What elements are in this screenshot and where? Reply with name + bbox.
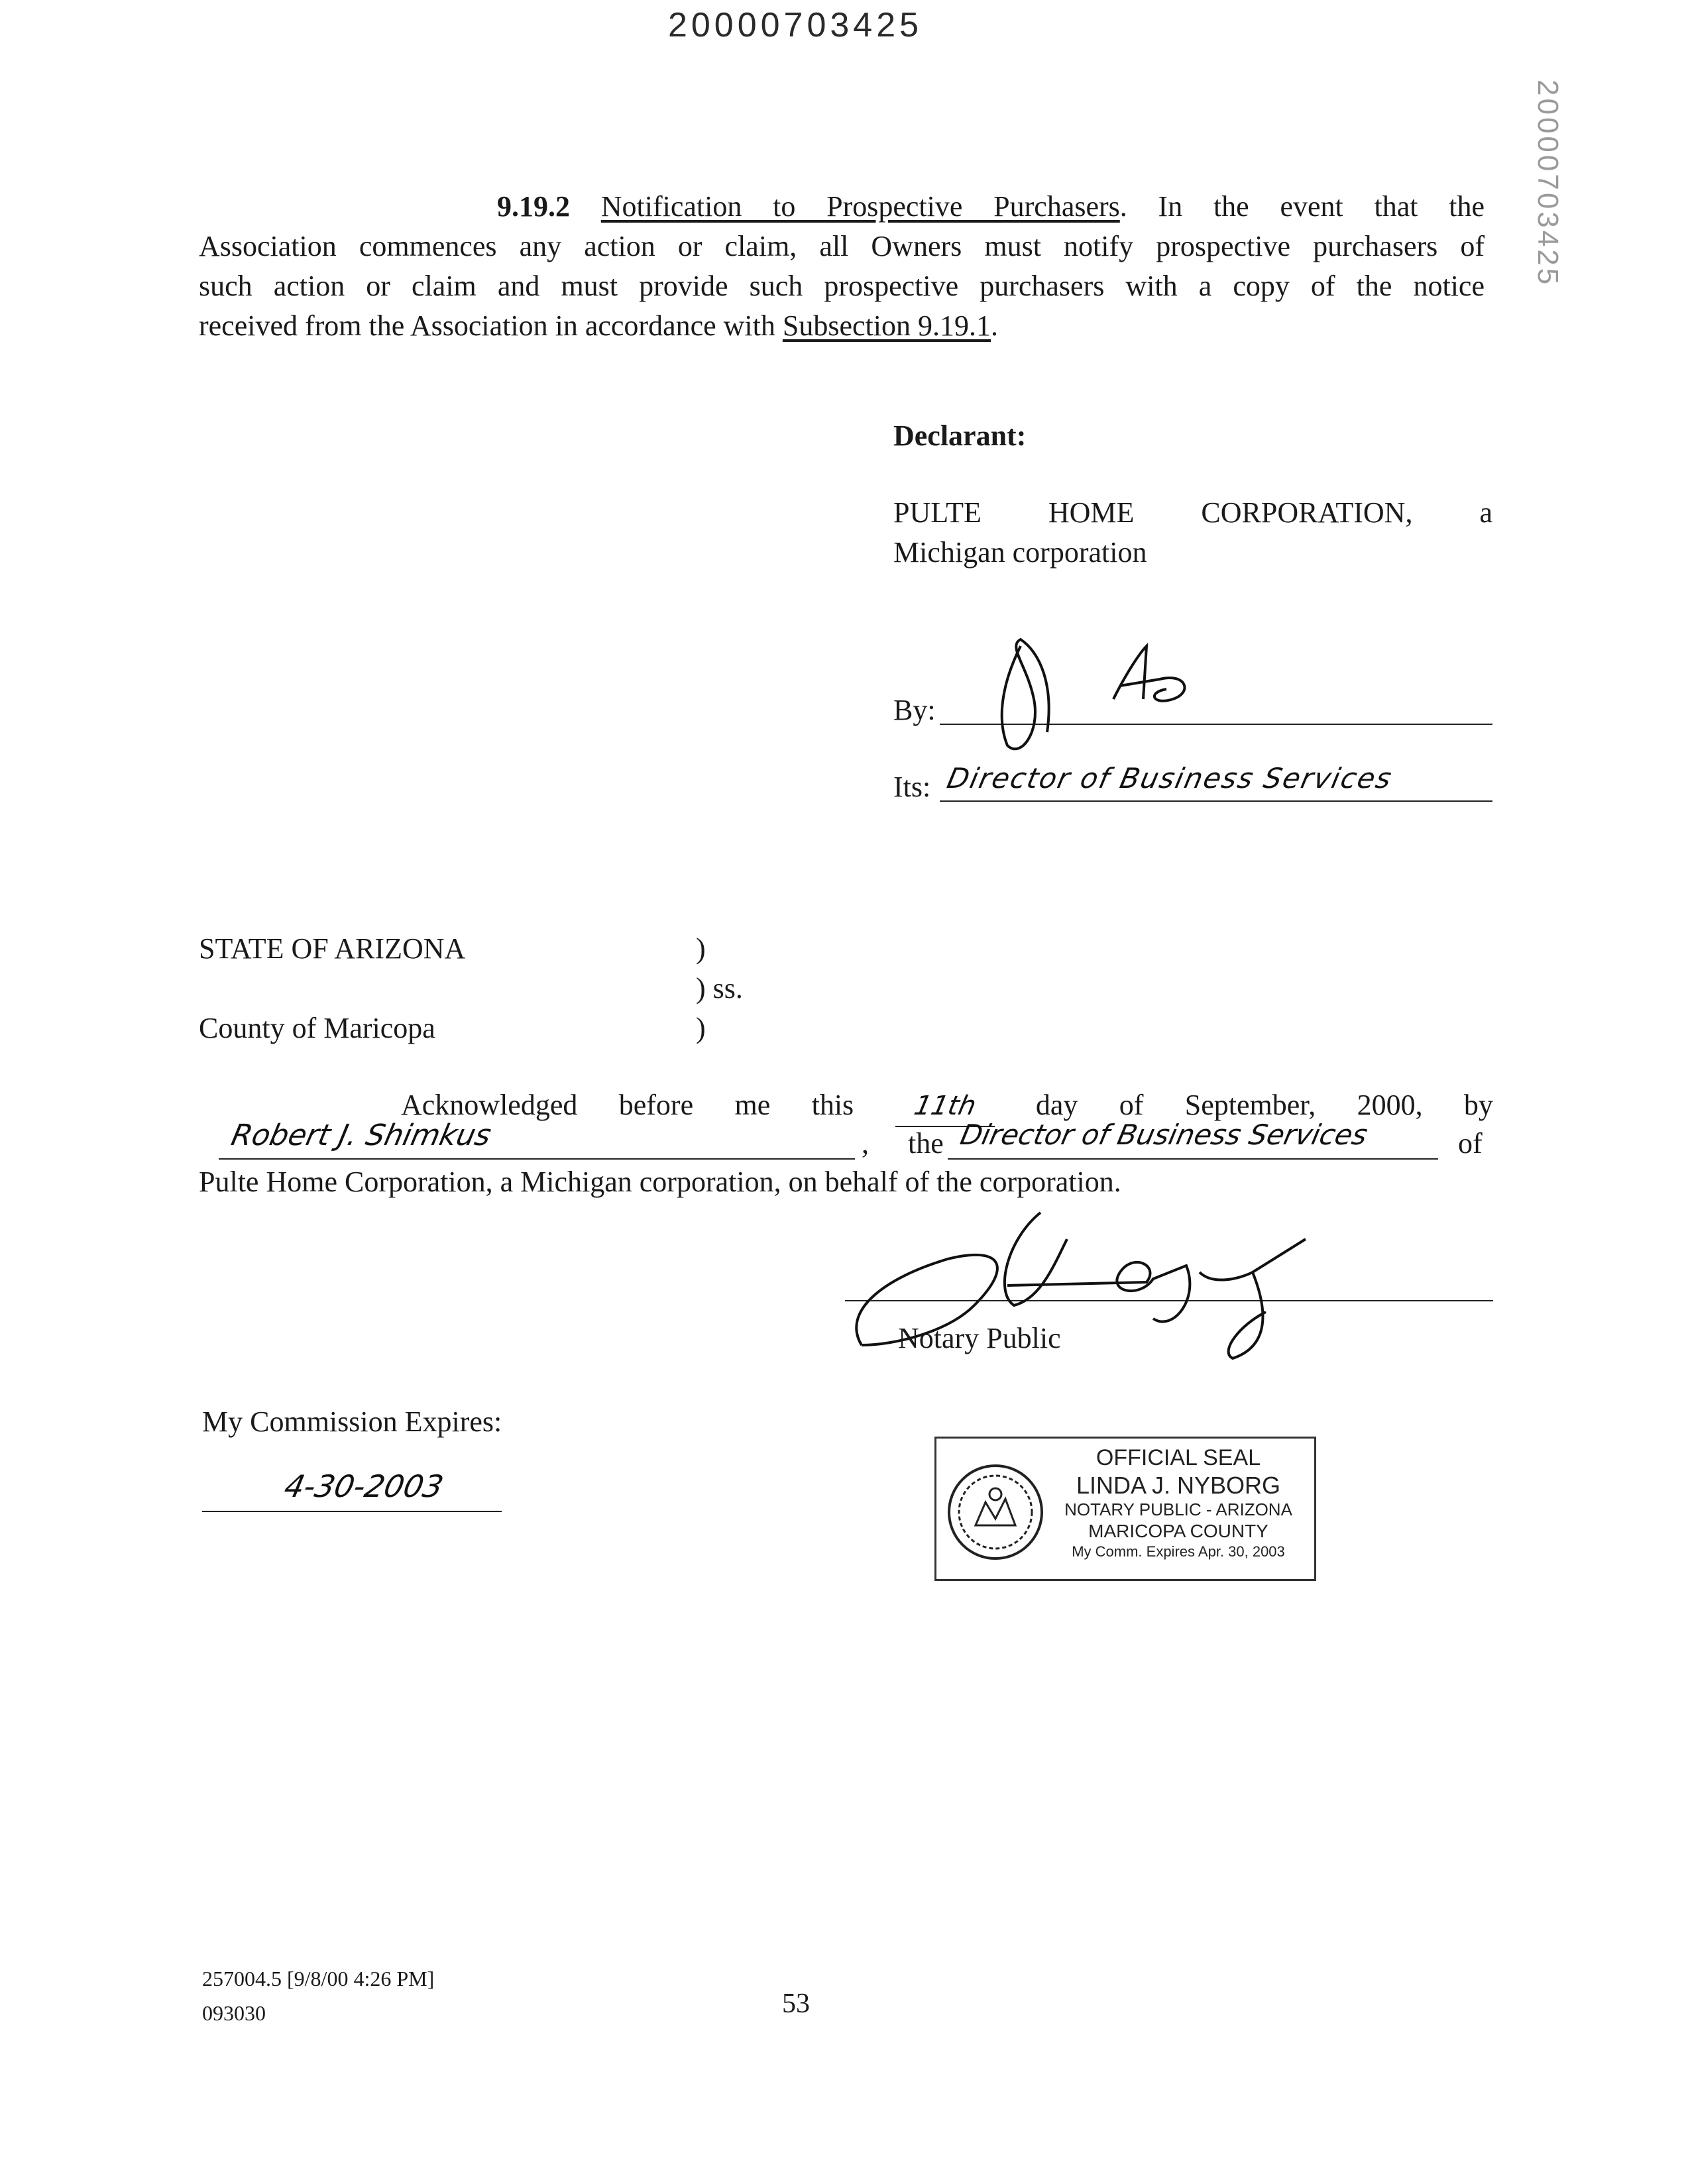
- seal-line-5: My Comm. Expires Apr. 30, 2003: [1072, 1543, 1285, 1560]
- seal-line-3: NOTARY PUBLIC - ARIZONA: [1064, 1500, 1292, 1519]
- footer-doc-ref: 257004.5 [9/8/00 4:26 PM]: [202, 1967, 435, 1991]
- ack-signer-title: Director of Business Services: [957, 1119, 1371, 1151]
- ack-of: of: [1458, 1127, 1483, 1160]
- its-label: Its:: [893, 771, 931, 803]
- declarant-company-line-2: Michigan corporation: [893, 536, 1147, 569]
- ack-day-field: 11th: [895, 1085, 995, 1127]
- declarant-signature: [981, 633, 1219, 759]
- section-paragraph: [199, 187, 1485, 346]
- ack-line-1: Acknowledged before me this 11th day of September, 2000, by: [401, 1085, 1493, 1127]
- notary-public-label: Notary Public: [898, 1322, 1061, 1354]
- venue-paren-3: ): [696, 1012, 706, 1044]
- seal-line-1: OFFICIAL SEAL: [1096, 1445, 1261, 1470]
- its-line: [940, 800, 1492, 802]
- ack-title-line: [948, 1158, 1438, 1160]
- commission-date: 4-30-2003: [281, 1468, 447, 1504]
- ack-name-line: [219, 1158, 855, 1160]
- official-seal-stamp: [934, 1437, 1316, 1581]
- section-line-4: received from the Association in accordance with Subsection 9.19.1.: [199, 309, 998, 342]
- seal-line-4: MARICOPA COUNTY: [1088, 1521, 1268, 1541]
- commission-label: My Commission Expires:: [202, 1405, 502, 1438]
- venue-county: County of Maricopa: [199, 1012, 435, 1044]
- section-title: Notification to Prospective Purchasers: [600, 190, 1120, 223]
- ack-the: the: [908, 1127, 944, 1160]
- arizona-state-seal-icon: [946, 1462, 1045, 1562]
- seal-line-2: LINDA J. NYBORG: [1076, 1472, 1281, 1499]
- venue-ss: ) ss.: [696, 972, 743, 1005]
- section-number: 9.19.2: [497, 190, 570, 223]
- footer-code: 093030: [202, 2001, 266, 2025]
- section-line-1: 9.19.2 Notification to Prospective Purchasers. In the event that the: [497, 190, 1485, 223]
- section-text-4: received from the Association in accordance with: [199, 309, 775, 342]
- side-stamp-number: 20000703425: [1532, 80, 1564, 288]
- venue-state: STATE OF ARIZONA: [199, 932, 466, 965]
- section-reference: Subsection 9.19.1: [782, 309, 991, 342]
- declarant-heading: Declarant:: [893, 419, 1027, 452]
- section-line-2: Association commences any action or claim, all Owners must notify prospective purchasers of: [199, 230, 1485, 262]
- ack-line-3: Pulte Home Corporation, a Michigan corporation, on behalf of the corporation.: [199, 1166, 1121, 1198]
- venue-paren-1: ): [696, 932, 706, 965]
- by-label: By:: [893, 694, 936, 726]
- document-number: 20000703425: [667, 6, 923, 44]
- declarant-company-line-1: PULTE HOME CORPORATION, a: [893, 496, 1492, 529]
- section-text-1: In the event that the: [1158, 190, 1485, 223]
- its-handwritten-title: Director of Business Services: [944, 762, 1396, 794]
- commission-line: [202, 1511, 502, 1512]
- ack-signer-name: Robert J. Shimkus: [228, 1119, 494, 1152]
- page-number: 53: [782, 1989, 810, 2019]
- section-line-3: such action or claim and must provide such prospective purchasers with a copy of the notice: [199, 270, 1485, 302]
